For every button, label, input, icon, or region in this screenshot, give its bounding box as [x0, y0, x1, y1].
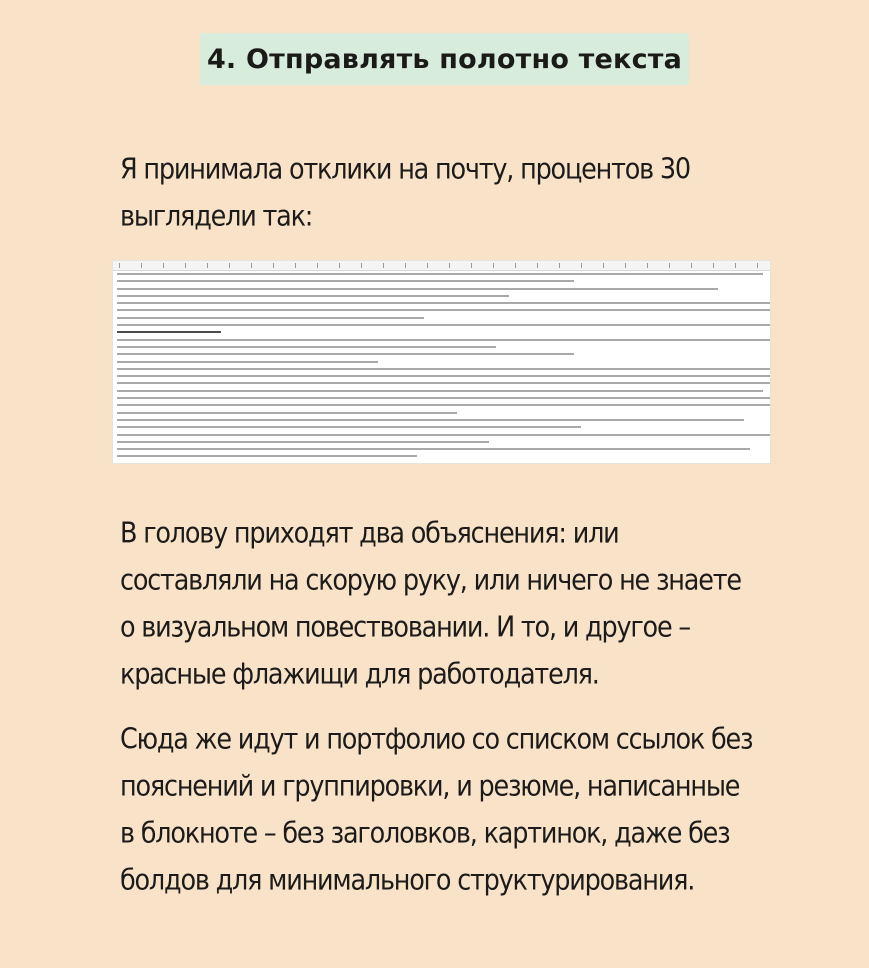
document-text-line [117, 419, 744, 421]
ruler-tick [273, 263, 274, 268]
paragraph-line: выглядели так: [120, 199, 313, 234]
document-text-line [117, 280, 574, 282]
paragraph-portfolio [120, 716, 752, 904]
document-text-line [117, 288, 718, 290]
document-text-line [117, 397, 770, 399]
document-text-line [117, 434, 770, 436]
document-text-line [117, 441, 489, 443]
paragraph-intro [120, 146, 690, 240]
document-text-line [117, 309, 770, 311]
document-text-line [117, 302, 770, 304]
document-screenshot-image [113, 261, 770, 463]
ruler-tick [119, 263, 120, 268]
ruler-tick [559, 263, 560, 268]
paragraph-line: болдов для минимального структурирования. [120, 863, 695, 898]
paragraph-line: Сюда же идут и портфолио со списком ссылок без [120, 722, 753, 757]
paragraph-line: красные флажищи для работодателя. [120, 657, 599, 692]
ruler-tick [295, 263, 296, 268]
document-text-line [117, 448, 750, 450]
ruler-tick [229, 263, 230, 268]
paragraph-line: составляли на скорую руку, или ничего не знаете [120, 563, 741, 598]
document-text-line [117, 339, 770, 341]
ruler-tick [757, 263, 758, 268]
ruler-tick [185, 263, 186, 268]
ruler-tick [581, 263, 582, 268]
ruler-tick [383, 263, 384, 268]
ruler-tick [141, 263, 142, 268]
paragraph-line: В голову приходят два объяснения: или [120, 516, 619, 551]
document-text-line [117, 390, 763, 392]
document-text-line [117, 368, 770, 370]
ruler-tick [427, 263, 428, 268]
document-text-line [117, 295, 509, 297]
ruler-tick [603, 263, 604, 268]
document-text-block [117, 273, 770, 463]
paragraph-line: пояснений и группировки, и резюме, написанные [120, 769, 740, 804]
document-text-line [117, 404, 770, 406]
ruler-tick [317, 263, 318, 268]
ruler-tick [339, 263, 340, 268]
document-text-line [117, 353, 574, 355]
document-text-line [117, 412, 457, 414]
document-text-line [117, 331, 221, 333]
document-text-line [117, 361, 378, 363]
ruler-tick [251, 263, 252, 268]
paragraph-line: о визуальном повествовании. И то, и другое – [120, 610, 690, 645]
document-text-line [117, 273, 763, 275]
document-text-line [117, 324, 770, 326]
document-text-line [117, 455, 417, 457]
ruler-tick [669, 263, 670, 268]
ruler-tick [691, 263, 692, 268]
ruler-tick [537, 263, 538, 268]
ruler-tick [735, 263, 736, 268]
ruler-tick [471, 263, 472, 268]
paragraph-line: Я принимала отклики на почту, процентов 30 [120, 152, 690, 187]
ruler-tick [361, 263, 362, 268]
ruler-tick [405, 263, 406, 268]
ruler-tick [207, 263, 208, 268]
document-text-line [117, 375, 770, 377]
document-text-line [117, 317, 424, 319]
paragraph-explanation [120, 510, 741, 698]
ruler-tick [713, 263, 714, 268]
document-text-line [117, 346, 496, 348]
ruler-tick [647, 263, 648, 268]
ruler-tick [515, 263, 516, 268]
page-title: 4. Отправлять полотно текста [200, 33, 689, 85]
document-ruler [113, 261, 770, 271]
paragraph-line: в блокноте – без заголовков, картинок, даже без [120, 816, 730, 851]
ruler-tick [625, 263, 626, 268]
document-text-line [117, 382, 770, 384]
ruler-tick [449, 263, 450, 268]
ruler-tick [493, 263, 494, 268]
ruler-tick [163, 263, 164, 268]
document-text-line [117, 426, 581, 428]
